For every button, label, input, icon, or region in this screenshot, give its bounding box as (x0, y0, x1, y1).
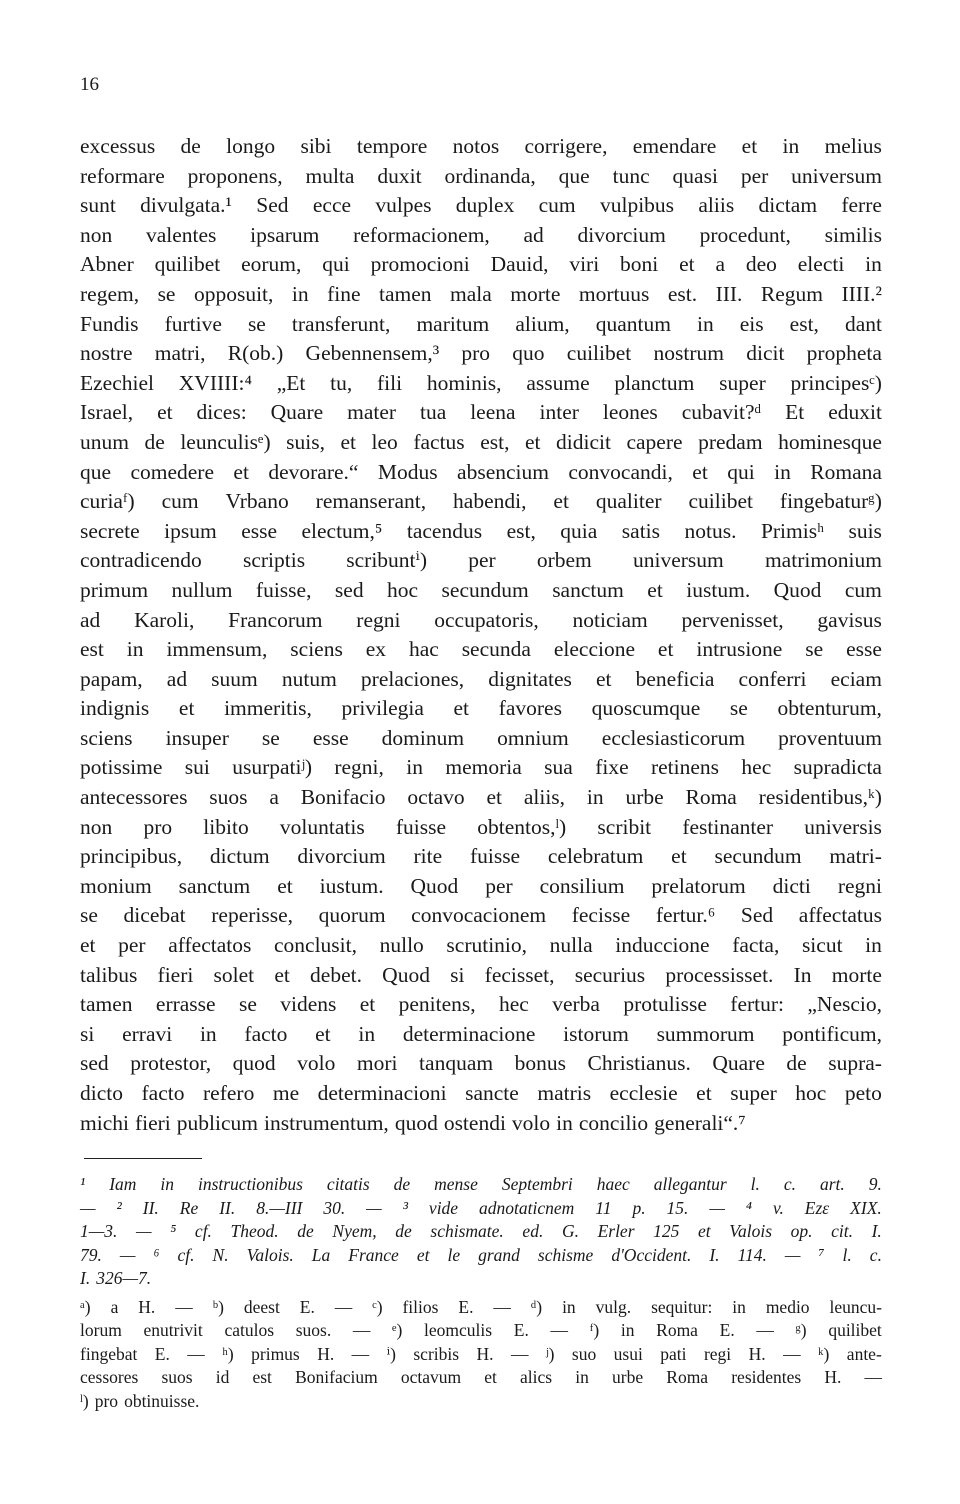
text-line: indignis et immeritis, privilegia et favores quoscumque se obtenturum, (80, 696, 882, 721)
variant-line: lorum enutrivit catulos suos. — ᵉ) leomculis E. — ᶠ) in Roma E. — ᵍ) quilibet (80, 1320, 882, 1341)
text-line: ad Karoli, Francorum regni occupatoris, noticiam pervenisset, gavisus (80, 607, 882, 632)
text-line: potissime sui usurpatiʲ) regni, in memoria sua fixe retinens hec supradicta (80, 755, 882, 780)
variant-notes (80, 1296, 882, 1413)
text-line: antecessores suos a Bonifacio octavo et aliis, in urbe Roma residentibus,ᵏ) (80, 785, 882, 810)
text-line: est in immensum, sciens ex hac secunda eleccione et intrusione se esse (80, 637, 882, 662)
text-line: contradicendo scriptis scribuntⁱ) per orbem universum matrimonium (80, 548, 882, 573)
text-line: que comedere et devorare.“ Modus absencium convocandi, et qui in Romana (80, 459, 882, 484)
variant-line: ˡ) pro obtinuisse. (80, 1390, 200, 1411)
text-line: primum nullum fuisse, sed hoc secundum sanctum et iustum. Quod cum (80, 577, 882, 602)
text-line: Ezechiel XVIIII:⁴ „Et tu, fili hominis, assume planctum super principesᶜ) (80, 370, 882, 395)
text-line: regem, se opposuit, in fine tamen mala morte mortuus est. III. Regum IIII.² (80, 281, 882, 306)
footnote-line: 1—3. — ⁵ cf. Theod. de Nyem, de schismate. ed. G. Erler 125 et Valois op. cit. I. (80, 1221, 882, 1241)
text-line: si erravi in facto et in determinacione istorum summorum pontificum, (80, 1021, 882, 1046)
text-line: Abner quilibet eorum, qui promocioni Dauid, viri boni et a deo electi in (80, 252, 882, 277)
variant-line: cessores suos id est Bonifacium octavum et alics in urbe Roma residentes H. — (80, 1367, 882, 1388)
text-line: principibus, dictum divorcium rite fuisse celebratum et secundum matri- (80, 844, 882, 869)
text-line: dicto facto refero me determinacioni sancte matris ecclesie et super hoc peto (80, 1081, 882, 1105)
text-line: unum de leunculisᵉ) suis, et leo factus est, et didicit capere predam hominesque (80, 429, 882, 454)
footnote-line: 79. — ⁶ cf. N. Valois. La France et le grand schisme d'Occident. I. 114. — ⁷ l. c. (80, 1244, 882, 1265)
footnote-rule (84, 1158, 202, 1159)
main-text (80, 132, 882, 1138)
page-number: 16 (80, 74, 99, 95)
text-line: et per affectatos conclusit, nullo scrutinio, nulla induccione facta, sicut in (80, 933, 882, 958)
text-line: nostre matri, R(ob.) Gebennensem,³ pro quo cuilibet nostrum dicit propheta (80, 341, 882, 366)
text-line: monium sanctum et iustum. Quod per consilium prelatorum dicti regni (80, 873, 882, 898)
text-line: talibus fieri solet et debet. Quod si fecisset, securius processisset. In morte (80, 962, 882, 987)
footnote-line: — ² II. Re II. 8.—III 30. — ³ vide adnotaticnem 11 p. 15. — ⁴ v. Ezɛ XIX. (80, 1197, 882, 1218)
text-line: papam, ad suum nutum prelaciones, dignitates et beneficia conferri eciam (80, 666, 882, 691)
text-line: sed protestor, quod volo mori tanquam bonus Christianus. Quare de supra- (80, 1051, 882, 1076)
text-line: michi fieri publicum instrumentum, quod ostendi volo in concilio generali“.⁷ (80, 1110, 746, 1135)
footnotes (80, 1173, 882, 1291)
text-line: sciens insuper se esse dominum omnium ecclesiasticorum proventuum (80, 725, 882, 750)
text-line: curiaᶠ) cum Vrbano remanserant, habendi, et qualiter cuilibet fingebaturᵍ) (80, 489, 882, 514)
text-line: Fundis furtive se transferunt, maritum alium, quantum in eis est, dant (80, 311, 882, 336)
text-line: se dicebat reperisse, quorum convocacionem fecisse fertur.⁶ Sed affectatus (80, 903, 882, 928)
footnote-line: ¹ Iam in instructionibus citatis de mense Septembri haec allegantur l. c. art. 9. (80, 1174, 882, 1194)
text-line: sunt divulgata.¹ Sed ecce vulpes duplex cum vulpibus aliis dictam ferre (80, 193, 882, 218)
text-line: non valentes ipsarum reformacionem, ad divorcium procedunt, similis (80, 222, 882, 247)
text-line: reformare proponens, multa duxit ordinanda, que tunc quasi per universum (80, 163, 882, 188)
variant-line: ᵃ) a H. — ᵇ) deest E. — ᶜ) filios E. — ᵈ) in vulg. sequitur: in medio leuncu- (80, 1297, 882, 1317)
footnote-line: I. 326—7. (80, 1268, 152, 1288)
text-line: tamen errasse se videns et penitens, hec verba protulisse fertur: „Nescio, (80, 992, 882, 1017)
variant-line: fingebat E. — ʰ) primus H. — ⁱ) scribis H. — ʲ) suo usui pati regi H. — ᵏ) ante- (80, 1343, 882, 1364)
text-line: secrete ipsum esse electum,⁵ tacendus est, quia satis notus. Primisʰ suis (80, 518, 882, 543)
text-line: excessus de longo sibi tempore notos corrigere, emendare et in melius (80, 134, 882, 158)
text-line: non pro libito voluntatis fuisse obtentos,ˡ) scribit festinanter universis (80, 814, 882, 839)
text-line: Israel, et dices: Quare mater tua leena inter leones cubavit?ᵈ Et eduxit (80, 400, 882, 425)
